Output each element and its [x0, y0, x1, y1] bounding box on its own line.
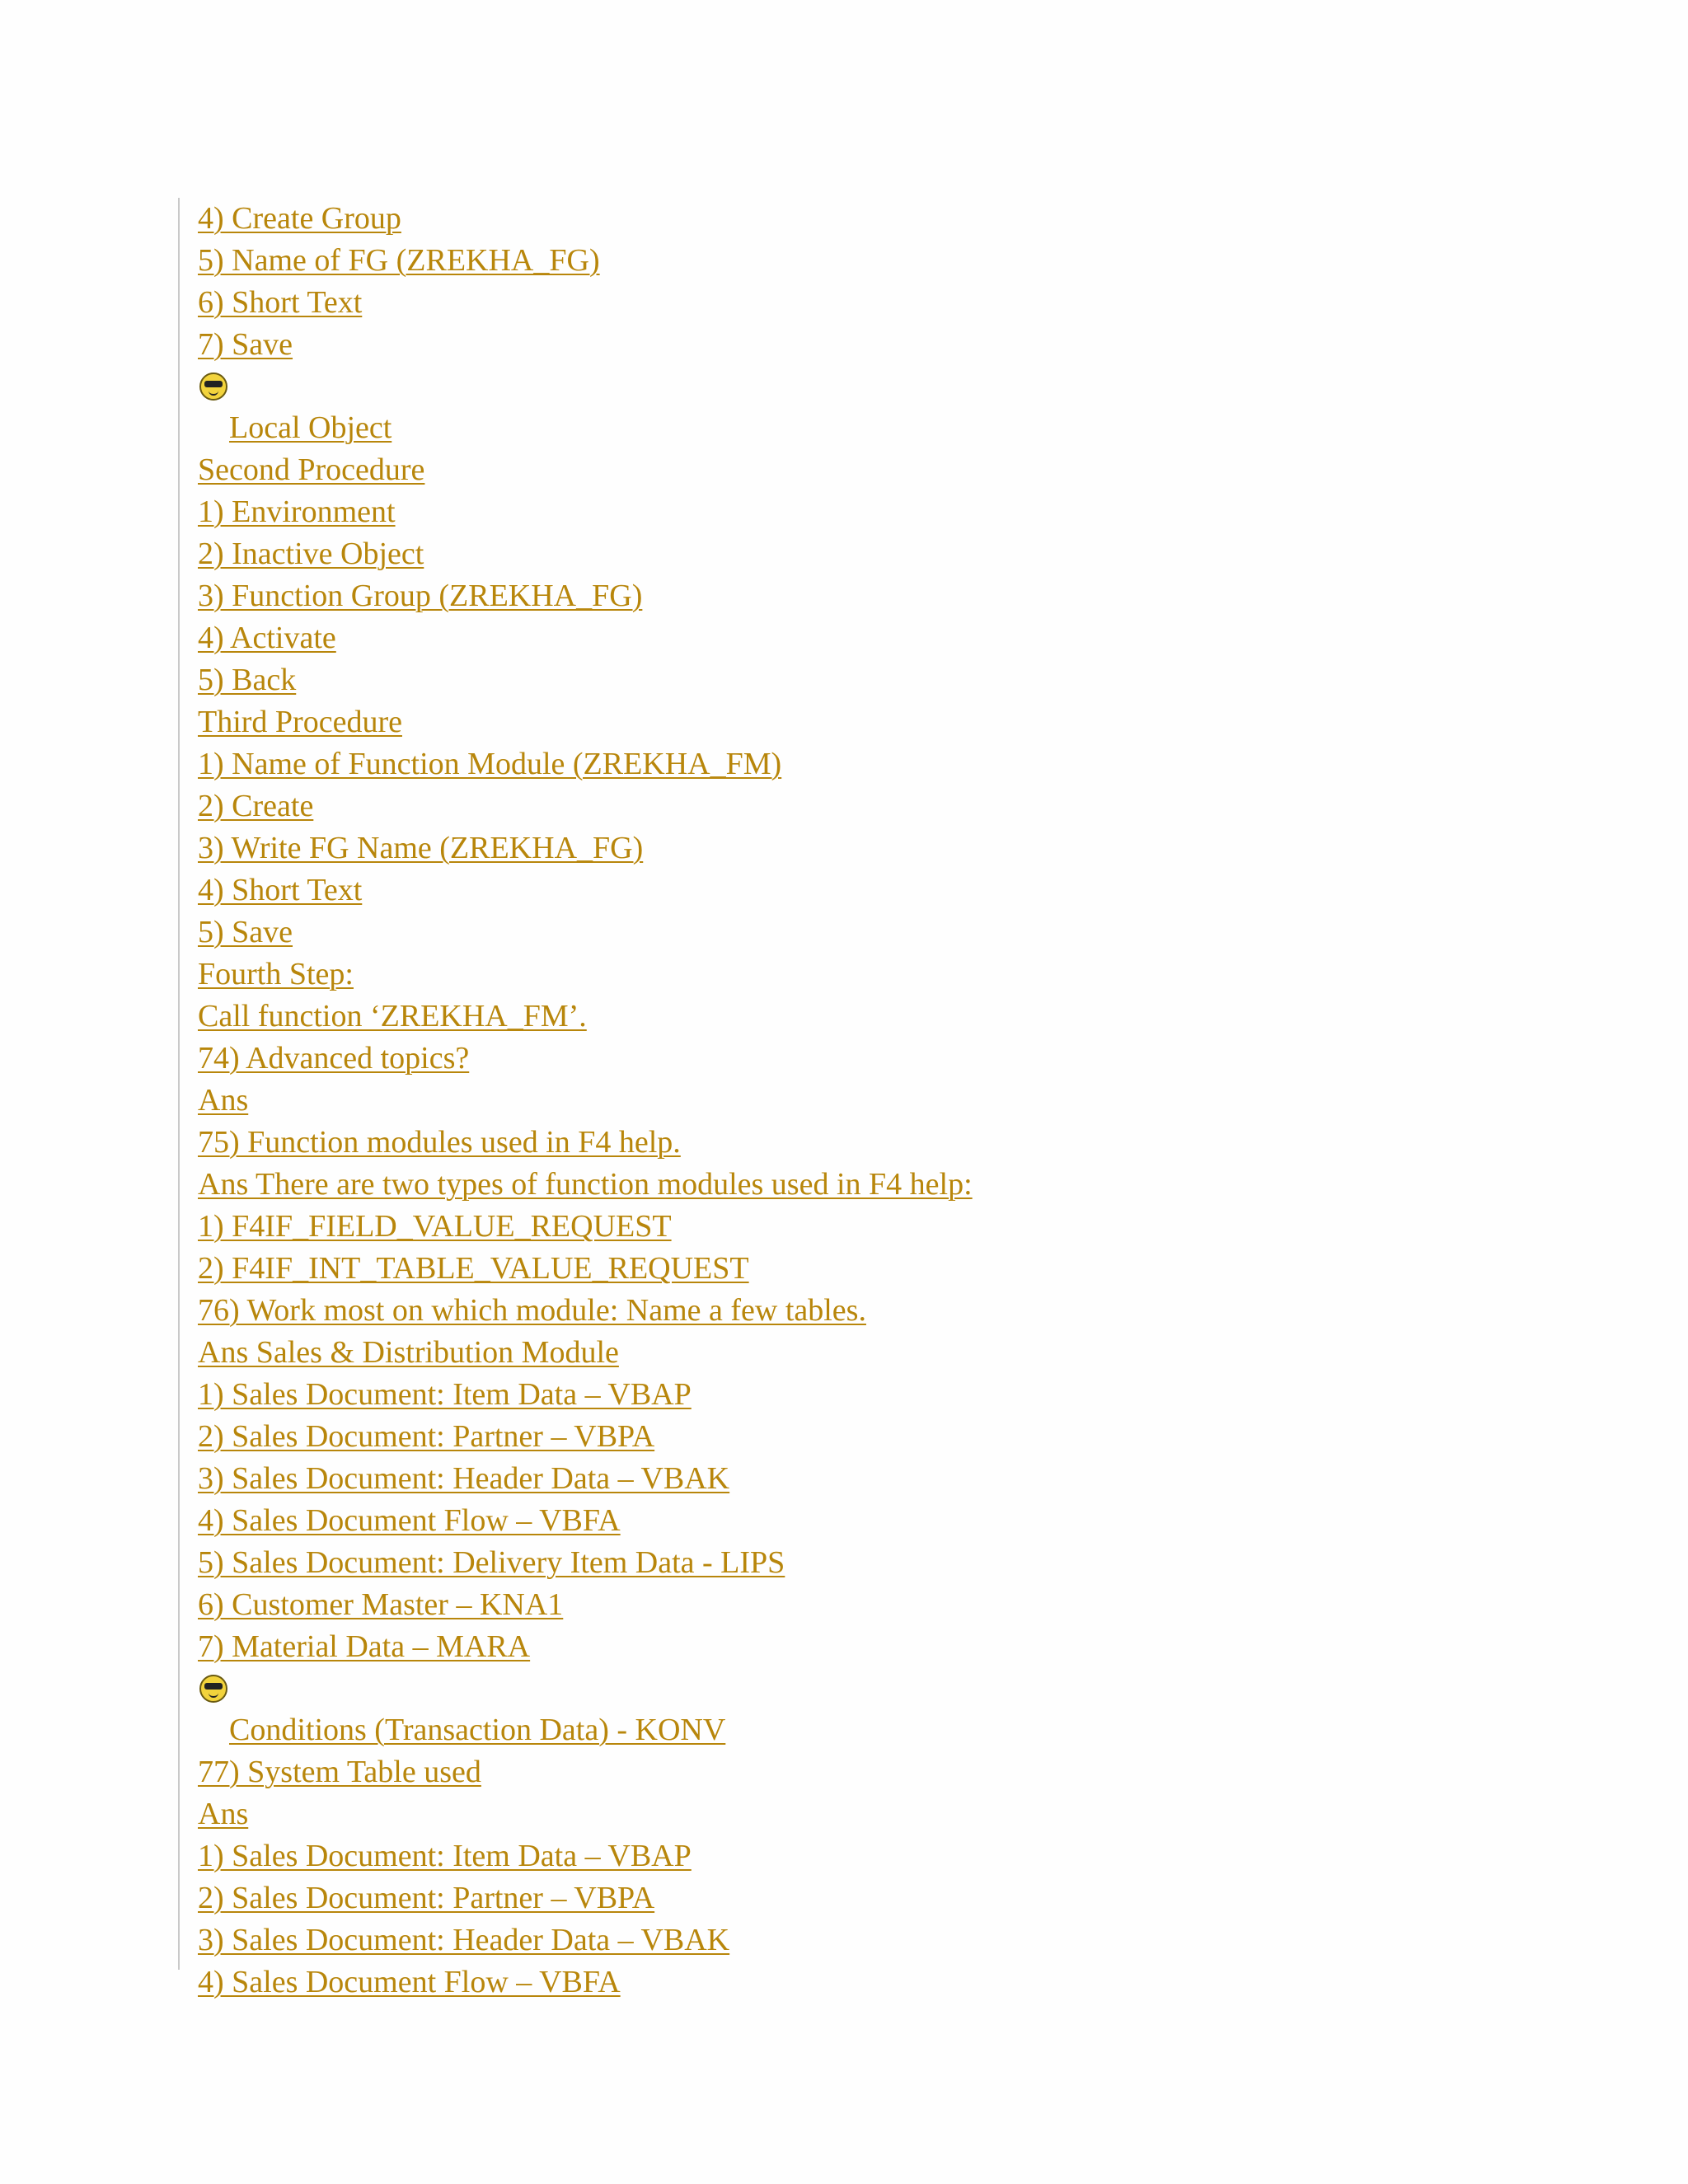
document-link[interactable]: 2) Sales Document: Partner – VBPA [198, 1419, 655, 1454]
document-line-text-wrap [198, 1755, 481, 1789]
smile-shape [209, 389, 218, 396]
document-line-text-wrap [198, 1083, 248, 1118]
document-line-text-wrap [198, 494, 396, 529]
document-line [198, 1584, 973, 1626]
document-line-text-wrap [198, 747, 781, 781]
document-link[interactable]: Ans [198, 1083, 249, 1118]
document-line-text-wrap [198, 1377, 692, 1412]
document-line [198, 1542, 973, 1584]
document-line-text-wrap [198, 1965, 621, 1999]
document-link[interactable]: 3) Sales Document: Header Data – VBAK [198, 1461, 730, 1496]
document-line-text-wrap [198, 1461, 729, 1496]
document-line [198, 996, 973, 1038]
document-line-text-wrap [198, 1629, 530, 1664]
document-line-text-wrap [198, 1125, 681, 1160]
document-link[interactable]: 5) Back [198, 663, 297, 697]
document-link[interactable]: 1) Sales Document: Item Data – VBAP [198, 1377, 692, 1412]
document-line [198, 1793, 973, 1835]
document-line [198, 1626, 973, 1668]
document-line [198, 1458, 973, 1500]
document-line-text-wrap [198, 999, 587, 1033]
document-link[interactable]: Ans [198, 1797, 249, 1831]
document-link[interactable]: 76) Work most on which module: Name a few tables. [198, 1293, 866, 1328]
document-line-text-wrap [229, 407, 392, 449]
document-line [198, 1835, 973, 1877]
document-line [198, 827, 973, 869]
document-line [198, 1290, 973, 1332]
document-line-text-wrap [198, 1167, 973, 1202]
document-line [198, 324, 973, 366]
document-link[interactable]: Local Object [229, 410, 392, 445]
document-link[interactable]: 2) Create [198, 789, 314, 823]
sunglasses-shape [204, 1683, 223, 1690]
document-line [198, 240, 973, 282]
document-line-text-wrap [198, 1839, 692, 1873]
document-link[interactable]: 2) F4IF_INT_TABLE_VALUE_REQUEST [198, 1251, 749, 1286]
document-line [198, 1332, 973, 1374]
document-link[interactable]: 2) Sales Document: Partner – VBPA [198, 1881, 655, 1915]
document-line [198, 785, 973, 827]
document-line [198, 1668, 973, 1751]
smile-shape [209, 1691, 218, 1698]
document-line-text-wrap [198, 1881, 654, 1915]
document-line-text-wrap [198, 915, 293, 949]
document-link[interactable]: 1) Environment [198, 494, 396, 529]
document-line [198, 1919, 973, 1961]
document-line [198, 1374, 973, 1416]
document-line [198, 533, 973, 575]
document-line-text-wrap [198, 1293, 866, 1328]
document-line [198, 954, 973, 996]
document-line [198, 1961, 973, 2004]
document-line [198, 1500, 973, 1542]
document-line-text-wrap [198, 621, 336, 655]
document-line [198, 1751, 973, 1793]
document-line [198, 1080, 973, 1122]
document-link[interactable]: 5) Sales Document: Delivery Item Data - LIPS [198, 1545, 785, 1580]
document-link[interactable]: Second Procedure [198, 452, 425, 487]
document-link[interactable]: Call function ‘ZREKHA_FM’. [198, 999, 587, 1033]
document-line [198, 282, 973, 324]
document-line-text-wrap [198, 537, 424, 571]
document-line [198, 1206, 973, 1248]
document-line-text-wrap [198, 201, 401, 236]
document-line-text-wrap [198, 1587, 563, 1622]
sunglasses-shape [204, 381, 223, 387]
document-link[interactable]: 4) Activate [198, 621, 336, 655]
document-line-text-wrap [198, 1335, 619, 1370]
document-link[interactable]: 7) Save [198, 327, 293, 362]
document-link[interactable]: 3) Write FG Name (ZREKHA_FG) [198, 831, 644, 865]
document-line-text-wrap [198, 957, 354, 991]
smiley-sunglasses-icon [199, 1675, 227, 1703]
document-line-text-wrap [198, 873, 362, 907]
document-link[interactable]: 4) Short Text [198, 873, 363, 907]
document-link[interactable]: 1) Sales Document: Item Data – VBAP [198, 1839, 692, 1873]
document-line-text-wrap [198, 1545, 785, 1580]
document-line [198, 1416, 973, 1458]
document-link[interactable]: Third Procedure [198, 705, 402, 739]
document-line-text-wrap [198, 327, 293, 362]
document-link[interactable]: 3) Function Group (ZREKHA_FG) [198, 579, 643, 613]
document-link[interactable]: 6) Short Text [198, 285, 363, 320]
document-link[interactable]: Ans Sales & Distribution Module [198, 1335, 619, 1370]
document-link[interactable]: 1) F4IF_FIELD_VALUE_REQUEST [198, 1209, 672, 1244]
document-link[interactable]: Fourth Step: [198, 957, 354, 991]
document-line-text-wrap [198, 705, 402, 739]
document-link[interactable]: 6) Customer Master – KNA1 [198, 1587, 564, 1622]
document-line-text-wrap [198, 789, 313, 823]
document-line [198, 659, 973, 701]
document-line-text-wrap [198, 243, 600, 278]
document-link[interactable]: 3) Sales Document: Header Data – VBAK [198, 1923, 730, 1957]
document-line [198, 912, 973, 954]
document-line [198, 1248, 973, 1290]
document-line [198, 449, 973, 491]
document-link[interactable]: 2) Inactive Object [198, 537, 424, 571]
document-line [198, 701, 973, 743]
document-line [198, 869, 973, 912]
document-line [198, 1122, 973, 1164]
left-margin-rule [178, 198, 180, 1970]
smiley-sunglasses-icon [199, 373, 227, 401]
document-line [198, 1038, 973, 1080]
document-line-text-wrap [198, 1209, 672, 1244]
document-line-text-wrap [198, 1503, 621, 1538]
document-link[interactable]: 4) Sales Document Flow – VBFA [198, 1965, 621, 1999]
document-line-text-wrap [198, 1797, 248, 1831]
document-link[interactable]: 7) Material Data – MARA [198, 1629, 531, 1664]
document-link[interactable]: 77) System Table used [198, 1755, 481, 1789]
document-link[interactable]: Conditions (Transaction Data) - KONV [229, 1713, 726, 1747]
document-line-text-wrap [229, 1709, 725, 1751]
document-link[interactable]: 1) Name of Function Module (ZREKHA_FM) [198, 747, 782, 781]
document-link[interactable]: 74) Advanced topics? [198, 1041, 470, 1076]
document-line-text-wrap [198, 452, 424, 487]
document-line-text-wrap [198, 285, 362, 320]
document-line-text-wrap [198, 1419, 654, 1454]
document-line-text-wrap [198, 663, 296, 697]
document-link[interactable]: 4) Sales Document Flow – VBFA [198, 1503, 621, 1538]
document-line [198, 1877, 973, 1919]
document-line-text-wrap [198, 1251, 749, 1286]
document-line [198, 575, 973, 617]
document-line-text-wrap [198, 1923, 729, 1957]
document-line-list [198, 198, 973, 2004]
document-line [198, 1164, 973, 1206]
document-line [198, 366, 973, 449]
document-line-text-wrap [198, 831, 643, 865]
document-link[interactable]: Ans There are two types of function modules used in F4 help: [198, 1167, 973, 1202]
document-line [198, 617, 973, 659]
document-line-text-wrap [198, 1041, 469, 1076]
document-line [198, 198, 973, 240]
document-link[interactable]: 75) Function modules used in F4 help. [198, 1125, 681, 1160]
document-line [198, 491, 973, 533]
document-line [198, 743, 973, 785]
document-line-text-wrap [198, 579, 642, 613]
document-link[interactable]: 5) Save [198, 915, 293, 949]
document-link[interactable]: 5) Name of FG (ZREKHA_FG) [198, 243, 600, 278]
document-link[interactable]: 4) Create Group [198, 201, 401, 236]
